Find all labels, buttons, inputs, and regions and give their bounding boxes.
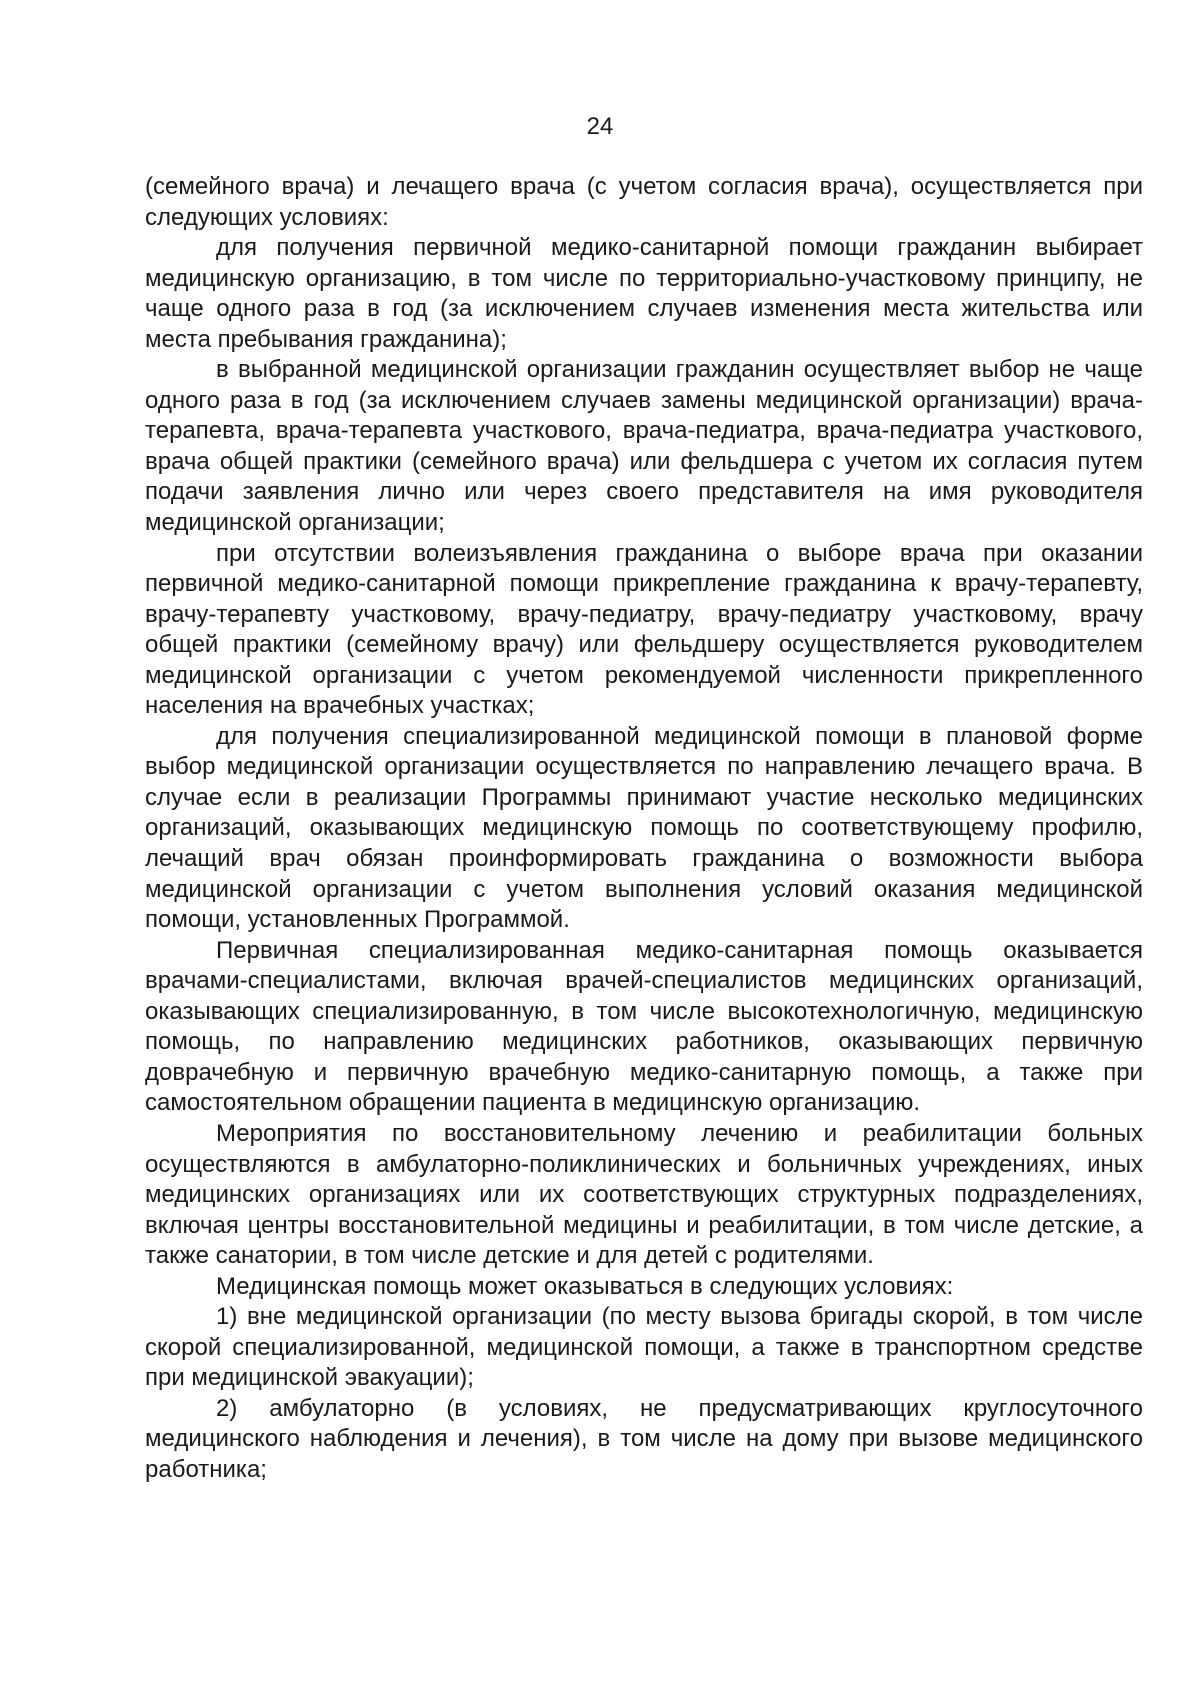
paragraph-primary-care-choice: для получения первичной медико-санитарной помощи гражданин выбирает медицинскую организацию, в том числе по территориально-участковому принципу, не чаще одного раза в год (за исключением случаев изменения места жительства или места пребывания гражданина); <box>145 234 1143 353</box>
paragraph-care-conditions: Медицинская помощь может оказываться в следующих условиях: <box>216 1272 954 1300</box>
document-body <box>145 172 1143 1486</box>
paragraph-primary-specialized: Первичная специализированная медико-санитарная помощь оказывается врачами-специалистами, включая врачей-специалистов медицинских организаций, оказывающих специализированную, в том числе высокотехнологичную, медицинскую помощь, по направлению медицинских работников, оказывающих первичную доврачебную и первичную врачебную медико-санитарную помощь, а также при самостоятельном обращении пациента в медицинскую организацию. <box>145 936 1143 1117</box>
list-item-1: 1) вне медицинской организации (по месту вызова бригады скорой, в том числе скорой специализированной, медицинской помощи, а также в транспортном средстве при медицинской эвакуации); <box>145 1303 1143 1392</box>
paragraph-rehabilitation: Мероприятия по восстановительному лечению и реабилитации больных осуществляются в амбулаторно-поликлинических и больничных учреждениях, иных медицинских организациях или их соответствующих структурных подразделениях, включая центры восстановительной медицины и реабилитации, в том числе детские, а также санатории, в том числе детские и для детей с родителями. <box>145 1119 1143 1270</box>
paragraph-specialized-care: для получения специализированной медицинской помощи в плановой форме выбор медицинской организации осуществляется по направлению лечащего врача. В случае если в реализации Программы принимают участие несколько медицинских организаций, оказывающих медицинскую помощь по соответствующему профилю, лечащий врач обязан проинформировать гражданина о возможности выбора медицинской организации с учетом выполнения условий оказания медицинской помощи, установленных Программой. <box>145 722 1143 934</box>
paragraph-doctor-choice: в выбранной медицинской организации гражданин осуществляет выбор не чаще одного раза в год (за исключением случаев замены медицинской организации) врача-терапевта, врача-терапевта участкового, врача-педиатра, врача-педиатра участкового, врача общей практики (семейного врача) или фельдшера с учетом их согласия путем подачи заявления лично или через своего представителя на имя руководителя медицинской организации; <box>145 356 1143 537</box>
list-item-2: 2) амбулаторно (в условиях, не предусматривающих круглосуточного медицинского наблюдения и лечения), в том числе на дому при вызове медицинского работника; <box>145 1394 1143 1483</box>
page-number: 24 <box>586 113 614 140</box>
paragraph-attachment: при отсутствии волеизъявления гражданина о выборе врача при оказании первичной медико-санитарной помощи прикрепление гражданина к врачу-терапевту, врачу-терапевту участковому, врачу-педиатру, врачу-педиатру участковому, врачу общей практики (семейному врачу) или фельдшеру осуществляется руководителем медицинской организации с учетом рекомендуемой численности прикрепленного населения на врачебных участках; <box>145 539 1143 720</box>
paragraph-continuation: (семейного врача) и лечащего врача (с учетом согласия врача), осуществляется при следующих условиях: <box>145 173 1143 231</box>
